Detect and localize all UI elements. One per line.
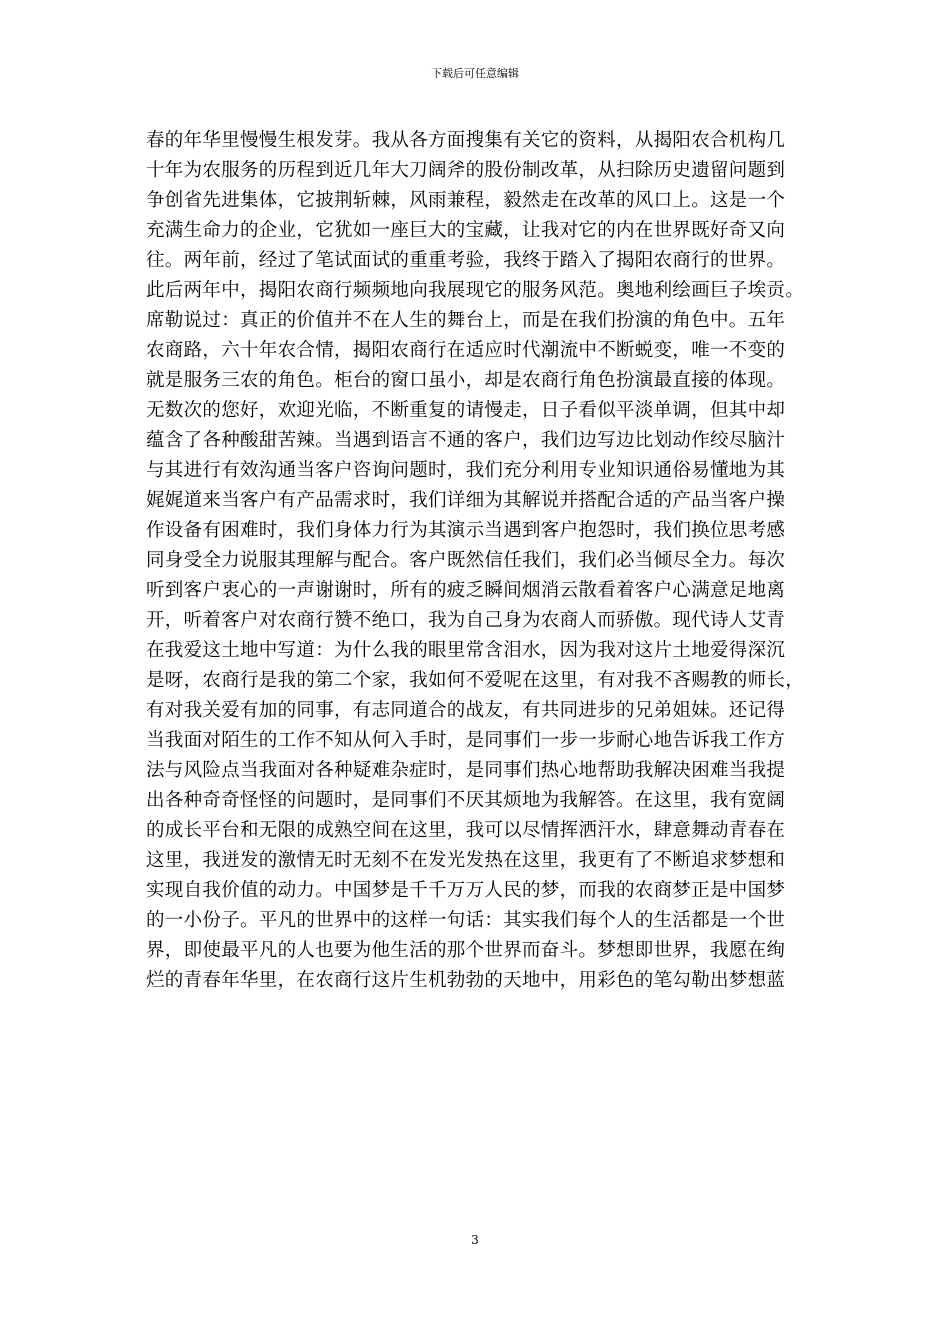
page-number: 3: [471, 1233, 479, 1247]
body-text: [146, 126, 826, 996]
text-line: 争创省先进集体，它披荆斩棘，风雨兼程，毅然走在改革的风口上。这是一个: [146, 190, 786, 211]
text-line: 与其进行有效沟通当客户咨询问题时，我们充分利用专业知识通俗易懂地为其: [146, 460, 786, 481]
text-line: 同身受全力说服其理解与配合。客户既然信任我们，我们必当倾尽全力。每次: [146, 550, 786, 571]
text-line: 界，即使最平凡的人也要为他生活的那个世界而奋斗。梦想即世界，我愿在绚: [146, 940, 786, 961]
text-line: 开，听着客户对农商行赞不绝口，我为自己身为农商人而骄傲。现代诗人艾青: [146, 610, 786, 631]
text-line: 实现自我价值的动力。中国梦是千千万万人民的梦，而我的农商梦正是中国梦: [146, 880, 786, 901]
text-line: 无数次的您好，欢迎光临，不断重复的请慢走，日子看似平淡单调，但其中却: [146, 400, 786, 421]
text-line: 的一小份子。平凡的世界中的这样一句话：其实我们每个人的生活都是一个世: [146, 910, 786, 931]
text-line: 往。两年前，经过了笔试面试的重重考验，我终于踏入了揭阳农商行的世界。: [146, 250, 786, 271]
text-line: 就是服务三农的角色。柜台的窗口虽小，却是农商行角色扮演最直接的体现。: [146, 370, 786, 391]
text-line: 农商路，六十年农合情，揭阳农商行在适应时代潮流中不断蜕变，唯一不变的: [146, 340, 786, 361]
text-line: 席勒说过：真正的价值并不在人生的舞台上，而是在我们扮演的角色中。五年: [146, 310, 786, 331]
text-line: 有对我关爱有加的同事，有志同道合的战友，有共同进步的兄弟姐妹。还记得: [146, 700, 786, 721]
page-header: 下载后可任意编辑: [431, 67, 519, 80]
text-line: 在我爱这土地中写道：为什么我的眼里常含泪水，因为我对这片土地爱得深沉: [146, 640, 786, 661]
text-line: 当我面对陌生的工作不知从何入手时，是同事们一步一步耐心地告诉我工作方: [146, 730, 786, 751]
text-line: 此后两年中，揭阳农商行频频地向我展现它的服务风范。奥地利绘画巨子埃贡。: [146, 280, 805, 301]
text-line: 是呀，农商行是我的第二个家，我如何不爱呢在这里，有对我不吝赐教的师长，: [146, 670, 805, 691]
text-line: 作设备有困难时，我们身体力行为其演示当遇到客户抱怨时，我们换位思考感: [146, 520, 786, 541]
text-line: 的成长平台和无限的成熟空间在这里，我可以尽情挥洒汗水，肆意舞动青春在: [146, 820, 786, 841]
text-line: 蕴含了各种酸甜苦辣。当遇到语言不通的客户，我们边写边比划动作绞尽脑汁: [146, 430, 786, 451]
text-line: 听到客户衷心的一声谢谢时，所有的疲乏瞬间烟消云散看着客户心满意足地离: [146, 580, 786, 601]
text-line: 出各种奇奇怪怪的问题时，是同事们不厌其烦地为我解答。在这里，我有宽阔: [146, 790, 786, 811]
text-line: 十年为农服务的历程到近几年大刀阔斧的股份制改革，从扫除历史遗留问题到: [146, 160, 786, 181]
text-line: 这里，我迸发的激情无时无刻不在发光发热在这里，我更有了不断追求梦想和: [146, 850, 786, 871]
text-line: 充满生命力的企业，它犹如一座巨大的宝藏，让我对它的内在世界既好奇又向: [146, 220, 786, 241]
text-line: 春的年华里慢慢生根发芽。我从各方面搜集有关它的资料，从揭阳农合机构几: [146, 130, 786, 151]
text-line: 法与风险点当我面对各种疑难杂症时，是同事们热心地帮助我解决困难当我提: [146, 760, 786, 781]
text-line: 娓娓道来当客户有产品需求时，我们详细为其解说并搭配合适的产品当客户操: [146, 490, 786, 511]
text-line: 烂的青春年华里，在农商行这片生机勃勃的天地中，用彩色的笔勾勒出梦想蓝: [146, 970, 786, 991]
